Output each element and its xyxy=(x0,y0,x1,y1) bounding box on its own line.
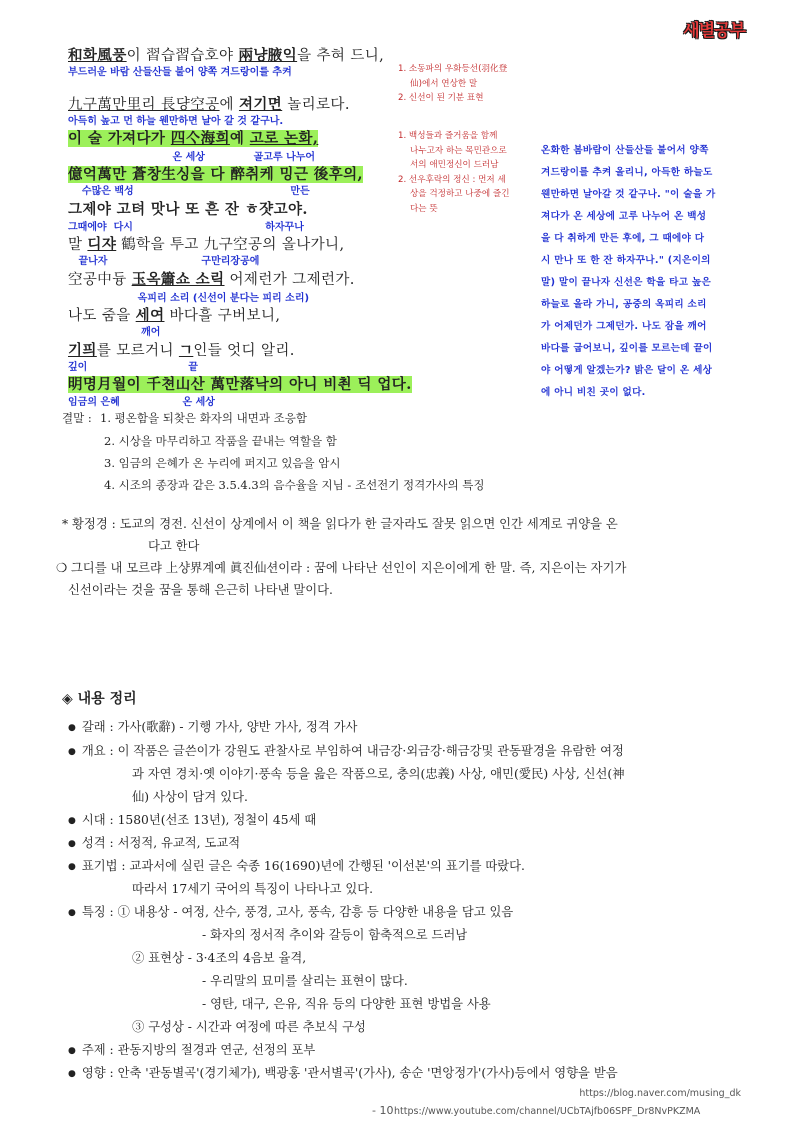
translation-line: 시 만나 또 한 잔 하자꾸나." (지은이의 xyxy=(541,255,711,266)
summary-overview-cont: 과 자연 경치·옛 이야기·풍속 등을 읊은 작품으로, 충의(忠義) 사상, 애민(愛民) 사상, 신선(神 xyxy=(132,767,625,781)
summary-title: ◈ 내용 정리 xyxy=(62,691,137,707)
modern-translation xyxy=(541,140,745,404)
poem-text: 이 習습習습호야 xyxy=(126,48,239,64)
poem-word: 兩냥腋익 xyxy=(238,47,298,64)
summary-notation xyxy=(68,856,525,874)
summary-features xyxy=(68,902,513,920)
sinseon-note-cont: 신선이라는 것을 꿈을 통해 은근히 나타낸 말이다. xyxy=(68,583,333,597)
note-line: 1. 소동파의 우화등선(羽化登 xyxy=(398,64,508,74)
gloss-1: 부드러운 바람 산들산들 불어 양쪽 겨드랑이를 추켜 xyxy=(68,67,292,78)
gloss-7: 옥피리 소리 (신선이 분다는 피리 소리) xyxy=(68,293,310,304)
summary-text: 표기법 : 교과서에 실린 글은 숙종 16(1690)년에 간행된 '이선본'의 표기를 따랐다. xyxy=(81,859,525,873)
summary-feature-line: ③ 구성상 - 시간과 여정에 따른 추보식 구성 xyxy=(132,1020,366,1034)
translation-line: 말) 말이 끝나자 신선은 학을 타고 높은 xyxy=(541,277,712,288)
summary-overview-cont: 仙) 사상이 담겨 있다. xyxy=(132,790,248,804)
poem-word: 和화風풍 xyxy=(68,47,127,64)
conclusion-label: 결말 : xyxy=(62,411,92,425)
summary-text: 시대 : 1580년(선조 13년), 정철이 45세 때 xyxy=(81,813,317,827)
poem-text: 나도 줌을 xyxy=(68,308,136,324)
blog-link[interactable]: https://blog.naver.com/musing_dk xyxy=(579,1088,741,1099)
poem-line-4 xyxy=(68,163,363,184)
translation-line: 하늘로 올라 가니, 공중의 옥피리 소리 xyxy=(541,299,707,310)
summary-feature-line: ② 표현상 - 3·4조의 4음보 율격, xyxy=(132,951,307,965)
note-group-1 xyxy=(398,62,534,106)
poem-text: 예 xyxy=(229,130,250,147)
summary-genre xyxy=(68,717,357,735)
summary-feature-line: - 화자의 정서적 추이와 갈등이 함축적으로 드러남 xyxy=(202,928,468,942)
poem-word: 四亽海희 xyxy=(170,130,230,147)
poem-line-3 xyxy=(68,127,318,148)
translation-line: 을 다 취하게 만든 후에, 그 때에야 다 xyxy=(541,233,705,244)
note-line: 나누고자 하는 목민관으로 xyxy=(410,145,507,156)
note-line: 2. 선우후락의 정신 : 먼저 세 xyxy=(398,174,506,185)
sinseon-note: ❍ 그디를 내 모르랴 上샹界계예 眞진仙션이라 : 꿈에 나타난 선인이 지은이에게 한 말. 즉, 지은이는 자기가 xyxy=(56,561,627,575)
poem-text: 明명月월이 千쳔山산 萬만落낙의 아니 비쵠 딕 업다. xyxy=(68,376,412,393)
note-line: 2. 신선이 된 기분 표현 xyxy=(398,93,484,103)
note-group-2 xyxy=(398,129,534,216)
poem-line-1 xyxy=(68,44,384,65)
note-line: 서의 애민정신이 드러남 xyxy=(410,160,499,170)
summary-text: 갈래 : 가사(歌辭) - 기행 가사, 양반 가사, 정격 가사 xyxy=(81,720,358,734)
poem-text: 말 xyxy=(68,237,88,253)
poem-text: 어제런가 그제런가. xyxy=(224,272,355,288)
summary-era xyxy=(68,810,316,828)
poem-line-9 xyxy=(68,339,295,360)
poem-word: 세여 xyxy=(135,307,165,324)
youtube-link[interactable]: https://www.youtube.com/channel/UCbTAjfb06SPF_Dr8NvPKZMA xyxy=(394,1106,701,1117)
translation-line: 가 어제던가 그제던가. 나도 잠을 깨어 xyxy=(541,321,707,332)
note-line: 상을 걱정하고 나중에 즐긴 xyxy=(410,189,510,199)
poem-line-8 xyxy=(68,304,280,325)
gloss-6: 끝나자 구만리장공에 xyxy=(68,256,260,267)
conclusion-item-2: 2. 시상을 마무리하고 작품을 끝내는 역할을 함 xyxy=(104,434,337,448)
poem-line-6 xyxy=(68,233,344,254)
poem-word: 玉옥簫쇼 소릭 xyxy=(131,271,225,288)
poem-line-7 xyxy=(68,268,355,289)
gloss-5: 그때에야 다시 하자꾸나 xyxy=(68,222,304,233)
poem-word: 九구萬만里리 長댱空공 xyxy=(68,97,220,113)
page-number: - 10 xyxy=(372,1104,394,1117)
summary-text: 성격 : 서정적, 유교적, 도교적 xyxy=(81,836,241,850)
summary-text: 주제 : 관동지방의 절경과 연군, 선정의 포부 xyxy=(81,1043,316,1057)
note-line: 1. 백성들과 즐거움을 함께 xyxy=(398,131,498,141)
poem-line-10 xyxy=(68,373,412,394)
poem-text: 鶴학을 투고 九구空공의 올나가니, xyxy=(116,237,345,253)
translation-line: 온화한 봄바람이 산들산들 불어서 양쪽 xyxy=(541,145,709,156)
gloss-2: 아득히 높고 먼 하늘 웬만하면 날아 갈 것 같구나. xyxy=(68,116,284,127)
summary-feature-line: - 영탄, 대구, 은유, 직유 등의 다양한 표현 방법을 사용 xyxy=(202,997,491,1011)
summary-theme xyxy=(68,1040,315,1058)
conclusion-item-3: 3. 임금의 은혜가 온 누리에 퍼지고 있음을 암시 xyxy=(104,456,341,470)
summary-influence xyxy=(68,1063,618,1081)
poem-text: 인들 엇디 알리. xyxy=(193,343,295,359)
poem-text: 바다흘 구버보니, xyxy=(164,308,281,324)
poem-text: 에 xyxy=(219,97,239,113)
poem-word: ㄱ xyxy=(178,342,194,359)
hwangjeonggyeong-note-cont: 다고 한다 xyxy=(148,539,200,553)
poem-word: 디쟈 xyxy=(87,236,117,253)
gloss-9: 깊이 끝 xyxy=(68,362,198,373)
gloss-8: 깨어 xyxy=(68,327,161,338)
translation-line: 웬만하면 날아갈 것 같구나. "이 술을 가 xyxy=(541,189,716,200)
summary-notation-cont: 따라서 17세기 국어의 특징이 나타나고 있다. xyxy=(132,882,374,896)
conclusion-item-1: 1. 평온함을 되찾은 화자의 내면과 조응함 xyxy=(100,411,307,425)
summary-text: 특징 : ① 내용상 - 여정, 산수, 풍경, 고사, 풍속, 감흥 등 다양한 내용을 담고 있음 xyxy=(81,905,514,919)
translation-line: 바다를 굽어보니, 깊이를 모르는데 끝이 xyxy=(541,343,713,354)
brand-logo: 새별공부 xyxy=(683,21,745,41)
poem-line-5 xyxy=(68,198,308,219)
poem-word: 고로 논화, xyxy=(249,130,319,147)
summary-feature-line: - 우리말의 묘미를 살리는 표현이 많다. xyxy=(202,974,408,988)
poem-text: 그제야 고텨 맛나 또 흔 잔 ㅎ쟛고야. xyxy=(68,201,308,218)
summary-overview xyxy=(68,741,624,759)
poem-text: 空공中듕 xyxy=(68,272,132,288)
translation-line: 에 아니 비친 곳이 없다. xyxy=(541,387,646,398)
hwangjeonggyeong-note: * 황정경 : 도교의 경전. 신선이 상계에서 이 책을 읽다가 한 글자라도 잘못 읽으면 인간 세계로 귀양을 온 xyxy=(62,517,618,531)
translation-line: 져다가 온 세상에 고루 나누어 온 백성 xyxy=(541,211,707,222)
gloss-10: 임금의 은혜 온 세상 xyxy=(68,397,215,408)
note-line: 仙)에서 연상한 말 xyxy=(410,78,478,89)
translation-line: 야 어떻게 알겠는가? 밝은 달이 온 세상 xyxy=(541,365,713,376)
poem-text: 이 술 가져다가 xyxy=(68,130,171,147)
poem-word: 기픠 xyxy=(68,342,97,359)
poem-line-2 xyxy=(68,93,350,114)
summary-nature xyxy=(68,833,240,851)
conclusion-item-4: 4. 시조의 종장과 같은 3.5.4.3의 음수율을 지님 - 조선전기 정격가사의 특징 xyxy=(104,478,485,492)
translation-line: 겨드랑이를 추켜 올리니, 아득한 하늘도 xyxy=(541,167,713,178)
gloss-4: 수많은 백성 만든 xyxy=(68,186,310,197)
poem-word: 져기면 xyxy=(238,96,283,113)
note-line: 다는 뜻 xyxy=(410,203,438,214)
poem-text: 를 모르거니 xyxy=(96,343,179,359)
gloss-3: 온 세상 골고루 나누어 xyxy=(68,152,316,163)
poem-text: 을 추혀 드니, xyxy=(297,48,385,64)
summary-text: 개요 : 이 작품은 글쓴이가 강원도 관찰사로 부임하여 내금강·외금강·해금강및 관동팔경을 유람한 여정 xyxy=(81,744,624,758)
poem-text: 億억萬만 蒼창生싱을 다 醉취케 밍근 後후의, xyxy=(68,166,363,183)
poem-text: 놀리로다. xyxy=(282,97,350,113)
summary-text: 영향 : 안축 '관동별곡'(경기체가), 백광홍 '관서별곡'(가사), 송순 '면앙정가'(가사)등에서 영향을 받음 xyxy=(81,1066,618,1080)
